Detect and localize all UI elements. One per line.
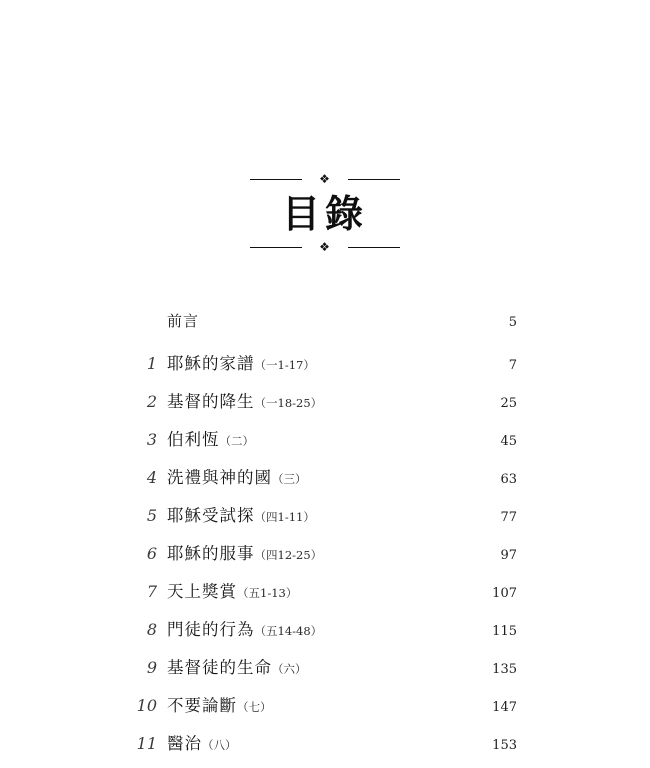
toc-entry-title: 前言: [167, 311, 200, 330]
toc-entry-number: 7: [146, 581, 157, 601]
toc-entry-scripture-ref: （一1-17）: [254, 357, 315, 372]
toc-entry-page-number: 5: [508, 314, 517, 330]
toc-entry[interactable]: [0, 540, 650, 578]
toc-entry-scripture-ref: （四1-11）: [254, 509, 315, 524]
toc-entry-scripture-ref: （一18-25）: [254, 395, 323, 410]
toc-entry[interactable]: [0, 426, 650, 464]
toc-entry-page-number: 7: [508, 357, 517, 373]
toc-entry-scripture-ref: （八）: [202, 737, 237, 752]
ornament-rule-left-bottom: [250, 247, 302, 248]
toc-entry-title: 基督徒的生命: [167, 657, 272, 677]
toc-entry-title: 伯利恆: [167, 429, 220, 449]
toc-entry-scripture-ref: （五14-48）: [254, 623, 323, 638]
toc-entry-number: 6: [146, 543, 157, 563]
toc-entry-scripture-ref: （三）: [272, 471, 307, 486]
ornament-top: [250, 172, 400, 186]
toc-entry-number: 11: [136, 733, 157, 753]
toc-entry-number: 4: [146, 467, 157, 487]
toc-entry-page-number: 153: [492, 737, 517, 753]
title-block: [0, 0, 650, 254]
toc-entry-label: [167, 502, 487, 526]
toc-entry-title: 門徒的行為: [167, 619, 255, 639]
toc-entry-label: [167, 388, 487, 412]
toc-entry[interactable]: [0, 692, 650, 730]
toc-entry-label: [167, 654, 487, 678]
toc-entry-label: [167, 616, 487, 640]
toc-entry-label: [167, 426, 487, 450]
toc-entry-title: 耶穌的服事: [167, 543, 255, 563]
toc-entry[interactable]: [0, 578, 650, 616]
ornament-rule-right: [348, 179, 400, 180]
toc-entry-scripture-ref: （五1-13）: [237, 585, 298, 600]
toc-entry-number: 9: [146, 657, 157, 677]
toc-entry-page-number: 135: [492, 661, 517, 677]
toc-entry-page-number: 97: [500, 547, 517, 563]
toc-entry[interactable]: [0, 616, 650, 654]
diamond-ornament-icon: ❖: [319, 172, 331, 186]
ornament-rule-left: [250, 179, 302, 180]
toc-entry-scripture-ref: （二）: [219, 433, 254, 448]
toc-entry-label: [167, 464, 487, 488]
toc-entry-scripture-ref: （六）: [272, 661, 307, 676]
toc-entry-page-number: 45: [500, 433, 517, 449]
diamond-ornament-icon: ❖: [319, 239, 331, 254]
toc-entry-label: [167, 310, 487, 331]
toc-entry-number: 10: [136, 695, 157, 715]
toc-entry[interactable]: [0, 654, 650, 692]
toc-entry-label: [167, 730, 487, 754]
toc-entry-label: [167, 578, 487, 602]
toc-entry[interactable]: [0, 310, 650, 350]
toc-entry-page-number: 63: [500, 471, 517, 487]
toc-entry-page-number: 107: [492, 585, 517, 601]
toc-entry-number: 5: [146, 505, 157, 525]
toc-entry[interactable]: [0, 502, 650, 540]
page-title: 目錄: [281, 191, 368, 236]
toc-entry-scripture-ref: （四12-25）: [254, 547, 323, 562]
toc-entry[interactable]: [0, 464, 650, 502]
toc-entry-number: 8: [146, 619, 157, 639]
toc-entry-scripture-ref: （七）: [237, 699, 272, 714]
toc-entry-title: 基督的降生: [167, 391, 255, 411]
toc-entry-number: 1: [146, 353, 157, 373]
toc-entry-title: 耶穌的家譜: [167, 353, 255, 373]
toc-entry-page-number: 115: [492, 623, 517, 639]
toc-entry-title: 醫治: [167, 733, 202, 753]
toc-entry-list: [0, 310, 650, 768]
toc-entry-label: [167, 350, 487, 374]
toc-entry[interactable]: [0, 730, 650, 768]
toc-entry-page-number: 147: [492, 699, 517, 715]
ornament-rule-right-bottom: [348, 247, 400, 248]
toc-entry-number: 3: [146, 429, 157, 449]
toc-entry-page-number: 77: [500, 509, 517, 525]
toc-entry-title: 洗禮與神的國: [167, 467, 272, 487]
toc-entry-label: [167, 540, 487, 564]
toc-entry-number: 2: [146, 391, 157, 411]
toc-entry-label: [167, 692, 487, 716]
toc-entry[interactable]: [0, 388, 650, 426]
toc-entry-title: 耶穌受試探: [167, 505, 255, 525]
toc-entry-title: 天上獎賞: [167, 581, 237, 601]
toc-entry-page-number: 25: [500, 395, 517, 411]
toc-entry-title: 不要論斷: [167, 695, 237, 715]
ornament-bottom: [250, 240, 400, 254]
toc-entry[interactable]: [0, 350, 650, 388]
